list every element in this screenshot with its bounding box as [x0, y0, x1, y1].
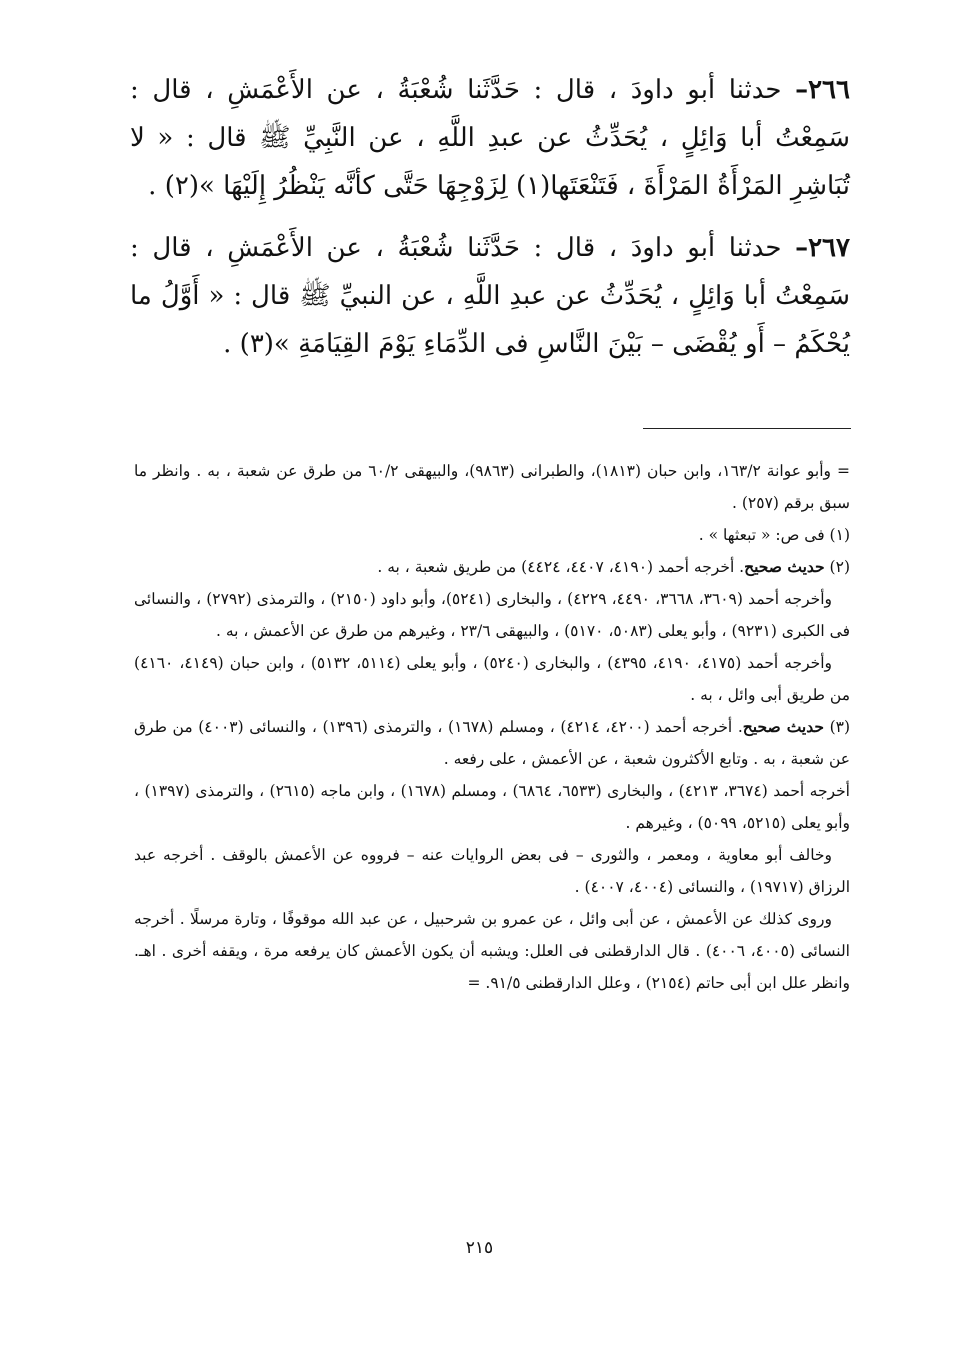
page-number: ٢١٥ — [465, 1238, 494, 1258]
footnote-3-paragraph: أخرجه أحمد (٣٦٧٤، ٤٢١٣) ، والبخارى (٦٥٣٣، ٦٨٦٤) ، ومسلم (١٦٧٨) ، وابن ماجه (٢٦١٥) ، والترمذى (١٣٩٧) ، وأبو يعلى (٥٢١٥، ٥٠٩٩) ، وغيرهم . — [134, 782, 850, 832]
hadith-267 — [130, 224, 850, 368]
footnote-1: (١) فى ص: « تبعثها » . — [698, 526, 850, 544]
footnote-marker: (٢) — [829, 558, 850, 576]
footnote-3-paragraph: وروى كذلك عن الأعمش ، عن أبى وائل ، عن عمرو بن شرحبيل ، عن عبد الله موقوفًا ، وتارة مرسلًا . أخرجه النسائى (٤٠٠٥، ٤٠٠٦) . قال الدارقطنى فى العلل: ويشبه أن يكون الأعمش كان يرفعه مرة ، ويقفه أخرى . اهـ. وانظر علل ابن أبى حاتم (٢١٥٤) ، وعلل الدارقطنى ٩١/٥. = — [134, 910, 850, 992]
hadith-body: حدثنا أبو داودَ ، قال : حَدَّثَنا شُعْبَةُ ، عن الأَعْمَشِ ، قال : سَمِعْتُ أبا وَائِلٍ ، يُحَدِّثُ عن عبدِ اللَّهِ ، عن النَّبِيِّ ﷺ قال : « لا تُبَاشِرِ المَرْأَةُ المَرْأَةَ ، فَتَنْعَتَها(١) لِزَوْجِهَا حَتَّى كأنَّه يَنْظُرُ إِلَيْهَا »(٢) . — [130, 75, 850, 201]
footnote-text: . أخرجه أحمد (٤٢٠٠، ٤٢١٤) ، ومسلم (١٦٧٨) ، والترمذى (١٣٩٦) ، والنسائى (٤٠٠٣) من طرق عن شعبة ، به . وتابع الأكثرون شعبة ، عن الأعمش ، على رفعه . — [134, 718, 850, 768]
footnote-separator — [643, 428, 851, 429]
grading-label: حديث صحيح — [742, 717, 824, 736]
footnote-3-paragraph: وخالف أبو معاوية ، ومعمر ، والثورى – فى بعض الروايات عنه – فرووه عن الأعمش بالوقف . أخرجه عبد الرزاق (١٩٧١٧) ، والنسائى (٤٠٠٤، ٤٠٠٧) . — [134, 846, 850, 896]
hadith-body: حدثنا أبو داودَ ، قال : حَدَّثَنا شُعْبَةُ ، عن الأَعْمَشِ ، قال : سَمِعْتُ أبا وَائِلٍ ، يُحَدِّثُ عن عبدِ اللَّهِ ، عن النبيِّ ﷺ قال : « أَوَّلُ ما يُحْكَمُ – أَو يُقْضَى – بَيْنَ النَّاسِ فى الدِّمَاءِ يَوْمَ القِيَامَةِ »(٣) . — [130, 233, 850, 359]
footnote-continuation: = وأبو عوانة ١٦٣/٢، وابن حبان (١٨١٣)، والطبرانى (٩٨٦٣)، والبيهقى ٦٠/٢ من طرق عن شعبة ، به . وانظر ما سبق برقم (٢٥٧) . — [134, 462, 851, 512]
footnote-3 — [134, 711, 850, 775]
hadith-266 — [130, 66, 850, 210]
footnotes — [134, 455, 850, 999]
footnote-2-paragraph: وأخرجه أحمد (٣٦٠٩، ٣٦٦٨، ٤٤٩٠، ٤٢٢٩) ، والبخارى (٥٢٤١)، وأبو داود (٢١٥٠) ، والترمذى (٢٧٩٢) ، والنسائى فى الكبرى (٩٢٣١) ، وأبو يعلى (٥٠٨٣، ٥١٧٠) ، والبيهقى ٢٣/٦ ، وغيرهم من طرق عن الأعمش ، به . — [134, 590, 850, 640]
footnote-text: . أخرجه أحمد (٤١٩٠، ٤٤٠٧، ٤٤٢٤) من طريق شعبة ، به . — [377, 558, 745, 576]
grading-label: حديث صحيح — [744, 557, 825, 576]
footnote-2-paragraph: وأخرجه أحمد (٤١٧٥، ٤١٩٠، ٤٣٩٥) ، والبخارى (٥٢٤٠) ، وأبو يعلى (٥١١٤، ٥١٣٢) ، وابن حبان (٤١٤٩، ٤١٦٠) من طريق أبى وائل ، به . — [134, 654, 850, 704]
hadith-number: ٢٦٦– — [795, 75, 850, 105]
hadith-text-block — [130, 66, 850, 382]
footnote-marker: (٣) — [829, 718, 851, 736]
hadith-number: ٢٦٧– — [795, 233, 850, 263]
footnote-2 — [134, 551, 850, 583]
